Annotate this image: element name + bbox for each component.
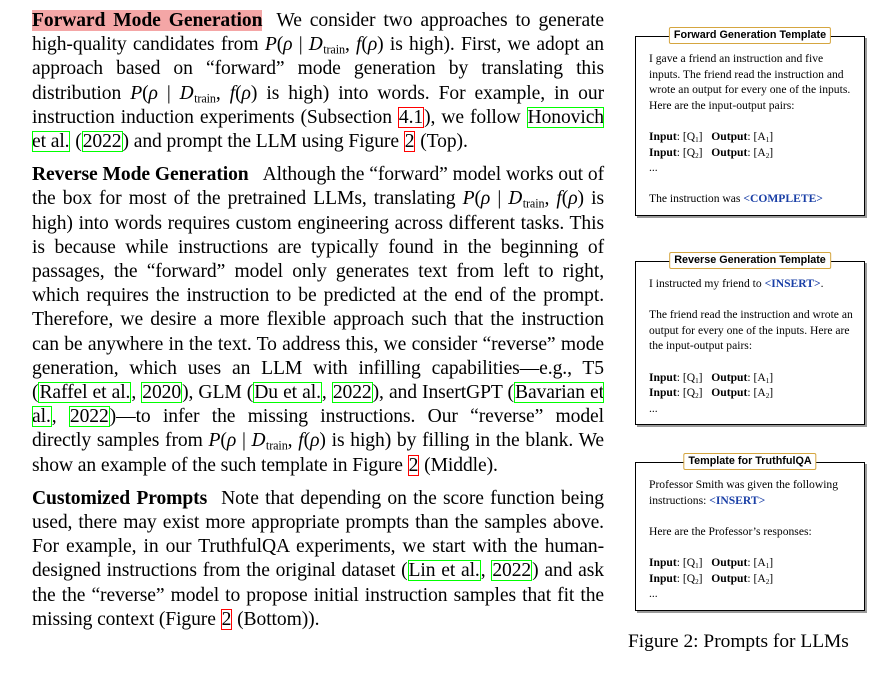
citation-honovich-author[interactable]: Honovich et al. bbox=[32, 106, 604, 153]
math-expression: P(ρ | $D_{train}$, f(ρ) is high) bbox=[208, 430, 392, 453]
paragraph-forward-mode: Forward Mode Generation We consider two approaches to generate high-quality candidates from P(ρ | $D_{train}$, f(ρ) is high). First, we adopt an approach based on “forward” mode generation by translating this distribution P(ρ | $D_{train}$, f(ρ) is high) into words. For example, in our instruction induction experiments (Subsection 4.1), we follow Honovich et al. (2022) and prompt the LLM using Figure 2 (Top). bbox=[32, 10, 605, 153]
math-expression: P(ρ | $D_{train}$, f(ρ) is high) bbox=[32, 188, 604, 234]
body-text-column bbox=[32, 9, 604, 641]
heading-reverse-mode: Reverse Mode Generation bbox=[32, 164, 249, 186]
citation-du-year[interactable]: 2022 bbox=[332, 382, 372, 404]
reverse-text-2: into words requires custom engineering across different tasks. This is because while instructions are typically found in the beginning of passages, the “forward” model only generates text from left to right, which requires the instruction to be predicted at the end of the prompt. Therefore, we desire a more flexible approach such that the instruction can be anywhere in the text. To address this, we consider “reverse” mode generation, which uses an LLM with infilling capabilities—e.g., T5 ( bbox=[32, 212, 604, 404]
custom-text-2: ) and ask the the “reverse” model to propose initial instruction samples that fit the missing context (Figure bbox=[32, 560, 604, 630]
reverse-template-box bbox=[635, 254, 865, 425]
io-pair-2: Input: $[Q_2]$ Output: $[A_2]$ bbox=[649, 145, 774, 160]
paragraph-reverse-mode: Reverse Mode Generation Although the “forward” model works out of the box for most of the pretrained LLMs, translating P(ρ | $D_{train}$, f(ρ) is high) into words requires custom engineering across different tasks. This is because while instructions are typically found in the beginning of passages, the “forward” model only generates text from left to right, which requires the instruction to be predicted at the end of the prompt. Therefore, we desire a more flexible approach such that the instruction can be anywhere in the text. To address this, we consider “reverse” mode generation, which uses an LLM with infilling capabilities—e.g., T5 (Raffel et al., 2020), GLM (Du et al., 2022), and InsertGPT (Bavarian et al., 2022)—to infer the missing instructions. Our “reverse” model directly samples from P(ρ | $D_{train}$, f(ρ) is high) by filling in the blank. We show an example of the such template in Figure 2 (Middle). bbox=[32, 164, 605, 476]
insert-placeholder: <INSERT> bbox=[764, 277, 821, 290]
reverse-text-1: Although the “forward” model works out of the box for most of the pretrained LLMs, translating bbox=[32, 164, 604, 210]
math-expression: P(ρ | $D_{train}$, f(ρ) is high) bbox=[130, 82, 330, 105]
ellipsis: ... bbox=[649, 401, 658, 415]
custom-text-3: (Bottom)). bbox=[232, 608, 320, 630]
io-pair-1: Input: $[Q_1]$ Output: $[A_1]$ bbox=[649, 129, 774, 144]
io-pair-2: Input: $[Q_2]$ Output: $[A_2]$ bbox=[649, 571, 774, 586]
truthfulqa-template-intro: Professor Smith was given the following instructions: <INSERT> bbox=[649, 478, 839, 507]
citation-raffel-author[interactable]: Raffel et al. bbox=[39, 382, 131, 404]
forward-text-5: ) and prompt the LLM using Figure bbox=[122, 131, 404, 153]
reverse-template-intro: I instructed my friend to <INSERT>. bbox=[649, 277, 824, 290]
forward-text-2: . First, we adopt an approach based on “forward” mode generation by translating this distribution bbox=[32, 34, 605, 104]
truthfulqa-template-text: Here are the Professor’s responses: bbox=[649, 524, 812, 538]
reverse-template-title: Reverse Generation Template bbox=[669, 252, 831, 269]
figure-ref-link[interactable]: 2 bbox=[404, 131, 415, 153]
citation-lin-author[interactable]: Lin et al. bbox=[408, 560, 480, 582]
heading-forward-mode: Forward Mode Generation bbox=[32, 10, 263, 31]
forward-text-4: ), we follow bbox=[424, 106, 527, 128]
forward-text-3: into words. For example, in our instruction induction experiments (Subsection bbox=[32, 82, 604, 128]
reverse-text-3: ), GLM ( bbox=[182, 382, 254, 404]
heading-customized-prompts: Customized Prompts bbox=[32, 487, 208, 509]
forward-template-text: I gave a friend an instruction and five inputs. The friend read the instruction and wrote an output for every one of the inputs. Here are the input-output pairs: bbox=[649, 52, 851, 112]
figure-caption: Figure 2: Prompts for LLMs bbox=[628, 631, 849, 652]
reverse-template-text: The friend read the instruction and wrote an output for every one of the inputs. Here are the input-output pairs: bbox=[649, 308, 853, 353]
io-pair-2: Input: $[Q_2]$ Output: $[A_2]$ bbox=[649, 386, 774, 401]
section-ref-link[interactable]: 4.1 bbox=[398, 106, 424, 128]
citation-honovich-year[interactable]: 2022 bbox=[82, 131, 122, 153]
forward-text-6: (Top). bbox=[415, 131, 468, 153]
citation-du-author[interactable]: Du et al. bbox=[254, 382, 321, 404]
reverse-text-7: (Middle). bbox=[419, 454, 498, 476]
custom-text-1: Note that depending on the score function being used, there may exist more appropriate prompts than the samples above. For example, in our TruthfulQA experiments, we start with the human-designed instructions from the original dataset ( bbox=[32, 487, 604, 582]
io-pair-1: Input: $[Q_1]$ Output: $[A_1]$ bbox=[649, 370, 774, 385]
paragraph-customized-prompts: Customized Prompts Note that depending on the score function being used, there may exist more appropriate prompts than the samples above. For example, in our TruthfulQA experiments, we start with the human-designed instructions from the original dataset (Lin et al., 2022) and ask the the “reverse” model to propose initial instruction samples that fit the missing context (Figure 2 (Bottom)). bbox=[32, 487, 604, 630]
citation-raffel-year[interactable]: 2020 bbox=[142, 382, 182, 404]
truthfulqa-template-title: Template for TruthfulQA bbox=[683, 453, 816, 470]
reverse-text-6: by filling in the blank. We show an example of the such template in Figure bbox=[32, 430, 605, 476]
forward-template-title: Forward Generation Template bbox=[669, 27, 831, 44]
reverse-text-4: ), and InsertGPT ( bbox=[372, 382, 514, 404]
figure-ref-link[interactable]: 2 bbox=[408, 454, 419, 476]
citation-bavarian-author[interactable]: Bavarian et al. bbox=[32, 382, 604, 428]
math-expression: P(ρ | $D_{train}$, f(ρ) is high) bbox=[264, 34, 450, 57]
citation-lin-year[interactable]: 2022 bbox=[492, 560, 532, 582]
citation-bavarian-year[interactable]: 2022 bbox=[69, 406, 109, 428]
reverse-text-5: )—to infer the missing instructions. Our “reverse” model directly samples from bbox=[32, 406, 604, 452]
forward-template-box bbox=[635, 29, 865, 216]
forward-text-1: We consider two approaches to generate high-quality candidates from bbox=[32, 10, 605, 56]
insert-placeholder: <INSERT> bbox=[709, 493, 766, 507]
ellipsis: ... bbox=[649, 587, 658, 601]
io-pair-1: Input: $[Q_1]$ Output: $[A_1]$ bbox=[649, 555, 774, 570]
truthfulqa-template-box bbox=[635, 455, 865, 611]
figure-ref-link[interactable]: 2 bbox=[221, 608, 232, 630]
forward-template-closing: The instruction was <COMPLETE> bbox=[649, 192, 823, 206]
complete-placeholder: <COMPLETE> bbox=[743, 192, 823, 206]
ellipsis: ... bbox=[649, 161, 658, 175]
